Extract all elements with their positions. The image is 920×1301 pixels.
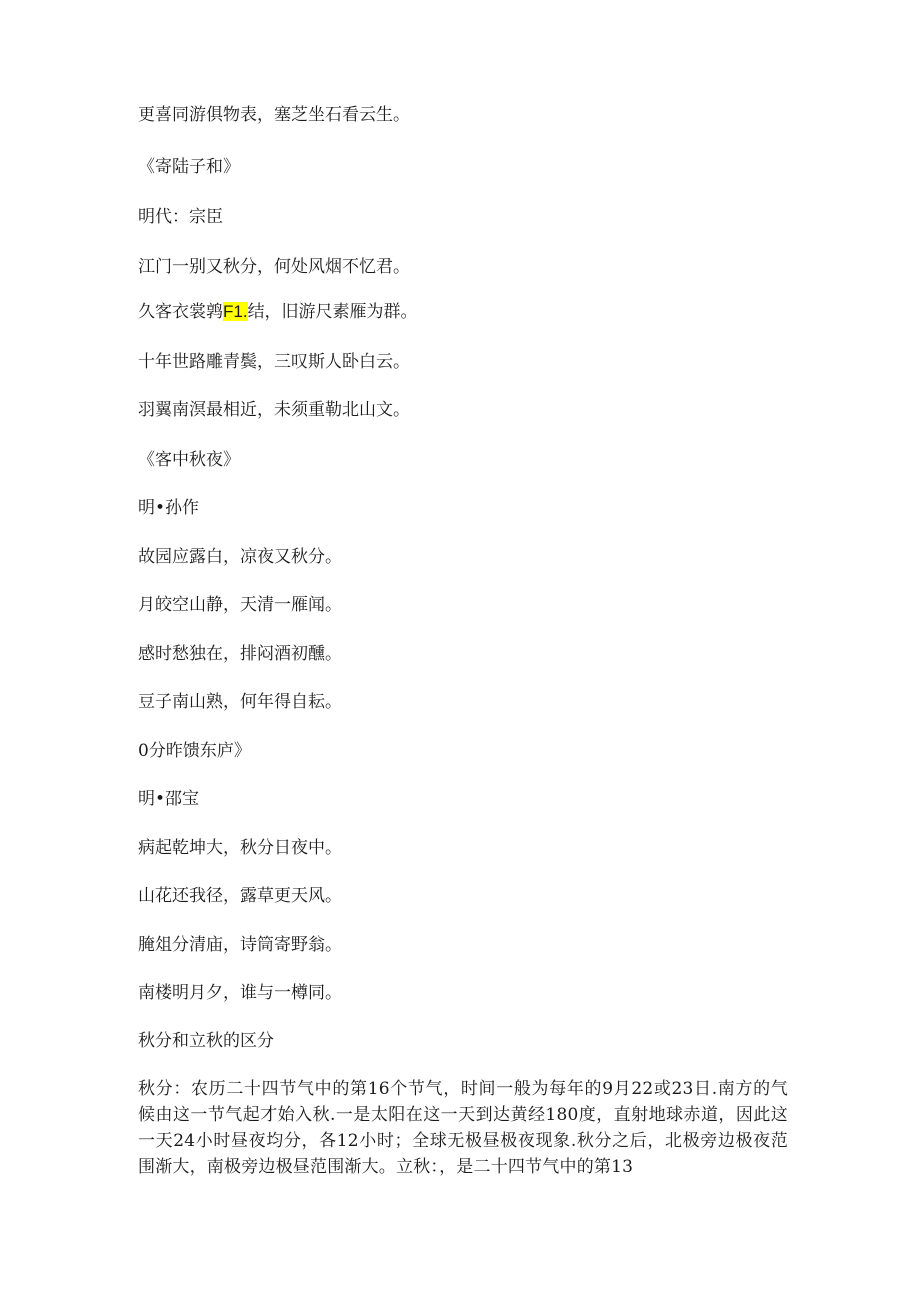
line-text-before: 久客衣裳鹑 (138, 302, 223, 322)
poem-line: 羽翼南溟最相近，未须重勒北山文。 (138, 400, 410, 420)
poem-line: 江门一别又秋分，何处风烟不忆君。 (138, 257, 410, 277)
poem-title: 《客中秋夜》 (138, 450, 240, 470)
poem-line: 豆子南山熟，何年得自耘。 (138, 692, 342, 712)
poem-author: 明代：宗臣 (138, 207, 223, 227)
poem-title: 《寄陆子和》 (138, 157, 240, 177)
section-heading: 秋分和立秋的区分 (138, 1031, 274, 1051)
poem-line: 十年世路雕青鬓，三叹斯人卧白云。 (138, 352, 410, 372)
poem-title: 0分昨馈东庐》 (138, 741, 251, 761)
poem-line: 更喜同游俱物表，塞芝坐石看云生。 (138, 105, 410, 125)
poem-line: 感时愁独在，排闷酒初醺。 (138, 644, 342, 664)
body-paragraph: 秋分：农历二十四节气中的第16个节气，时间一般为每年的9月22或23日.南方的气候由这一节气起才始入秋.一是太阳在这一天到达黄经180度，直射地球赤道，因此这一天24小时昼夜均分，各12小时；全球无极昼极夜现象.秋分之后，北极旁边极夜范围渐大，南极旁边极昼范围渐大。立秋：，是二十四节气中的第13 (138, 1079, 788, 1177)
poem-line: 故园应露白，凉夜又秋分。 (138, 547, 342, 567)
poem-line: 腌俎分清庙，诗筒寄野翁。 (138, 935, 342, 955)
highlighted-text: F1. (223, 302, 248, 321)
poem-line: 月皎空山静，天清一雁闻。 (138, 595, 342, 615)
line-text-after: 结，旧游尺素雁为群。 (247, 302, 418, 322)
poem-line: 山花还我径，露草更天风。 (138, 886, 342, 906)
poem-line: 南楼明月夕，谁与一樽同。 (138, 983, 342, 1003)
poem-author: 明•孙作 (138, 498, 200, 518)
poem-author: 明•邵宝 (138, 789, 200, 809)
poem-line: 病起乾坤大，秋分日夜中。 (138, 838, 342, 858)
poem-line-highlighted (138, 300, 418, 324)
